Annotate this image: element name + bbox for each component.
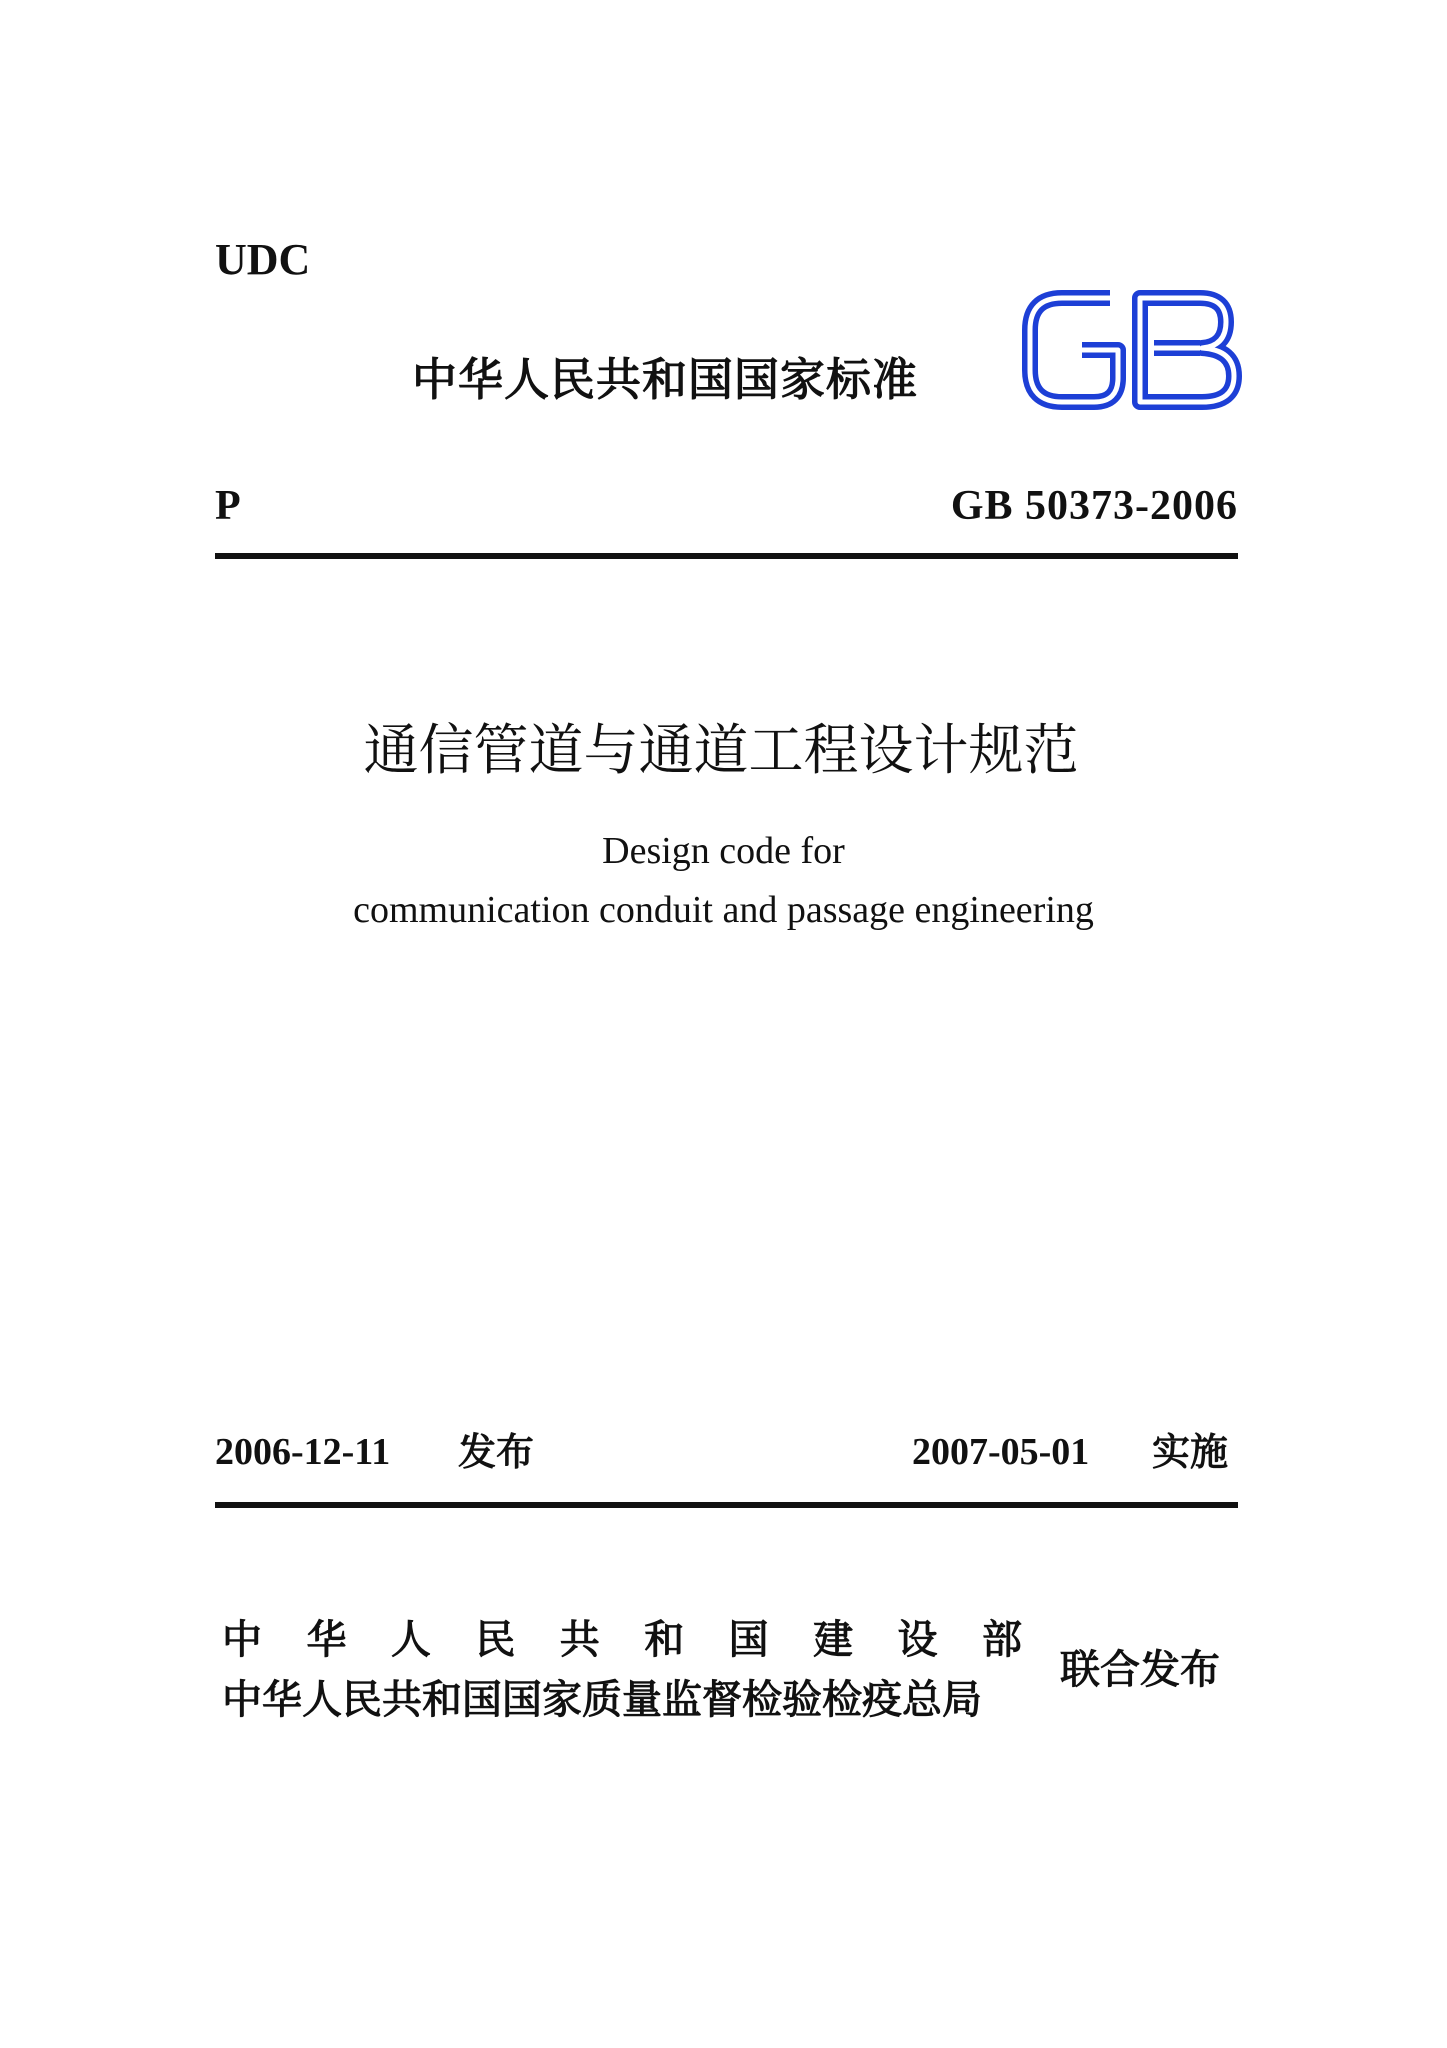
- publisher-char: 设: [897, 1617, 938, 1663]
- publisher-char: 共: [559, 1617, 600, 1663]
- title-chinese: [0, 712, 1447, 788]
- implement-date: 2007-05-01: [912, 1431, 1090, 1473]
- title-chinese-text: 通信管道与通道工程设计规范: [363, 718, 1079, 782]
- publisher-char: 部: [981, 1617, 1022, 1663]
- gb-logo: [1022, 290, 1242, 410]
- publisher-char: 人: [390, 1617, 431, 1663]
- publisher-char: 和: [644, 1617, 685, 1663]
- publisher-char: 民: [475, 1617, 516, 1663]
- title-english-line2: communication conduit and passage engineering: [353, 889, 1094, 931]
- joint-publish-label: 联合发布: [1060, 1647, 1220, 1693]
- bottom-divider: [215, 1502, 1238, 1508]
- publisher-ministry: [222, 1612, 1022, 1668]
- classification-code: P: [215, 483, 241, 529]
- title-english-line1: Design code for: [602, 830, 845, 872]
- issue-label: 发布: [458, 1430, 535, 1474]
- publisher-char: 国: [728, 1617, 769, 1663]
- implement-label: 实施: [1152, 1430, 1229, 1474]
- issue-date: 2006-12-11: [215, 1431, 391, 1473]
- publisher-char: 中: [222, 1617, 262, 1663]
- publisher-char: 建: [813, 1617, 854, 1663]
- udc-label: UDC: [215, 235, 311, 284]
- standard-name: 中华人民共和国国家标准: [412, 353, 919, 406]
- standard-number: GB 50373-2006: [950, 483, 1238, 529]
- publisher-aqsiq: 中华人民共和国国家质量监督检验检疫总局: [222, 1677, 982, 1723]
- publisher-char: 华: [306, 1617, 347, 1663]
- top-divider: [215, 553, 1238, 559]
